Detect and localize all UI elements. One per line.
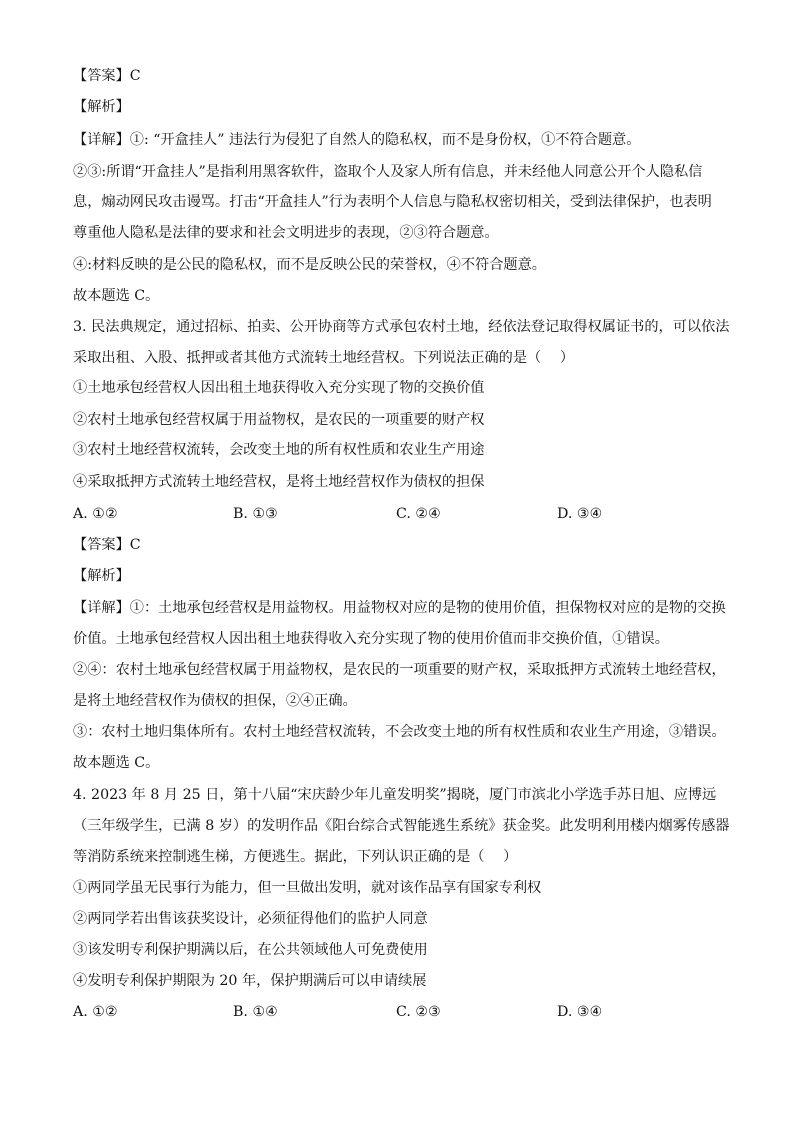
- explanation-line: 价值。土地承包经营权人因出租土地获得收入充分实现了物的使用价值而非交换价值，①错误。: [73, 631, 669, 647]
- answer-value: C: [129, 537, 141, 553]
- explanation-line: ④:材料反映的是公民的隐私权，而不是反映公民的荣誉权，④不符合题意。: [73, 257, 546, 273]
- question-stem-q4: 4. 2023 年 8 月 25 日，第十八届“宋庆龄少年儿童发明奖”揭晓，厦门市滨北小学选手苏日旭、应博远: [73, 787, 717, 803]
- question-stem-q3: 采取出租、入股、抵押或者其他方式流转土地经营权。下列说法正确的是（ ）: [73, 350, 575, 366]
- explanation-line: 尊重他人隐私是法律的要求和社会文明进步的表现，②③符合题意。: [73, 225, 499, 241]
- statement-item: ②农村土地承包经营权属于用益物权，是农民的一项重要的财产权: [73, 412, 485, 428]
- option-b: B. ①④: [233, 1004, 278, 1020]
- statement-item: ①土地承包经营权人因出租土地获得收入充分实现了物的交换价值: [73, 380, 485, 396]
- answer-label: 【答案】: [73, 537, 130, 553]
- statement-item: ④采取抵押方式流转土地经营权，是将土地经营权作为债权的担保: [73, 474, 485, 490]
- explanation-line: ②③:所谓“开盒挂人”是指利用黑客软件，盗取个人及家人所有信息，并未经他人同意公开个人隐私信: [73, 164, 703, 180]
- explanation-line: 故本题选 C。: [73, 288, 160, 304]
- answer-label: 【答案】: [73, 68, 130, 84]
- statement-item: ②两同学若出售该获奖设计，必须征得他们的监护人同意: [73, 911, 428, 927]
- explanation-line: 故本题选 C。: [73, 755, 160, 771]
- explanation-line: 息，煽动网民攻击谩骂。打击“开盒挂人”行为表明个人信息与隐私权密切相关，受到法律保护，也表明: [73, 194, 712, 210]
- analysis-line-q2: 【解析】: [73, 99, 130, 115]
- statement-item: ①两同学虽无民事行为能力，但一旦做出发明，就对该作品享有国家专利权: [73, 880, 542, 896]
- option-a: A. ①②: [73, 1004, 118, 1020]
- question-stem-q4: （三年级学生，已满 8 岁）的发明作品《阳台综合式智能逃生系统》获金奖。此发明利用楼内烟雾传感器: [73, 818, 730, 834]
- question-stem-q4: 等消防系统来控制逃生梯，方便逃生。据此，下列认识正确的是（ ）: [73, 849, 518, 865]
- option-b: B. ①③: [233, 506, 278, 522]
- analysis-line-q3: 【解析】: [73, 568, 130, 584]
- option-c: C. ②③: [396, 1004, 441, 1020]
- option-d: D. ③④: [557, 506, 603, 522]
- answer-value: C: [129, 68, 141, 84]
- explanation-line: 是将土地经营权作为债权的担保，②④正确。: [73, 693, 357, 709]
- statement-item: ④发明专利保护期限为 20 年，保护期满后可以申请续展: [73, 973, 427, 989]
- explanation-line: 【详解】①：土地承包经营权是用益物权。用益物权对应的是物的使用价值，担保物权对应的是物的交换: [73, 600, 726, 616]
- explanation-line: ②④：农村土地承包经营权属于用益物权，是农民的一项重要的财产权，采取抵押方式流转土地经营权，: [73, 662, 726, 678]
- explanation-line: ③：农村土地归集体所有。农村土地经营权流转，不会改变土地的所有权性质和农业生产用途，③错误。: [73, 724, 726, 740]
- analysis-label: 解析: [87, 568, 116, 584]
- option-c: C. ②④: [396, 506, 441, 522]
- option-d: D. ③④: [557, 1004, 603, 1020]
- analysis-label: 解析: [87, 99, 116, 115]
- question-stem-q3: 3. 民法典规定，通过招标、拍卖、公开协商等方式承包农村土地，经依法登记取得权属证书的，可以依法: [73, 319, 730, 335]
- option-a: A. ①②: [73, 506, 118, 522]
- answer-line-q3: [73, 535, 141, 555]
- answer-line-q2: [73, 66, 141, 86]
- statement-item: ③该发明专利保护期满以后，在公共领域他人可免费使用: [73, 942, 428, 958]
- statement-item: ③农村土地经营权流转，会改变土地的所有权性质和农业生产用途: [73, 442, 485, 458]
- explanation-line: 【详解】①: “开盒挂人” 违法行为侵犯了自然人的隐私权，而不是身份权，①不符合题意。: [73, 132, 641, 148]
